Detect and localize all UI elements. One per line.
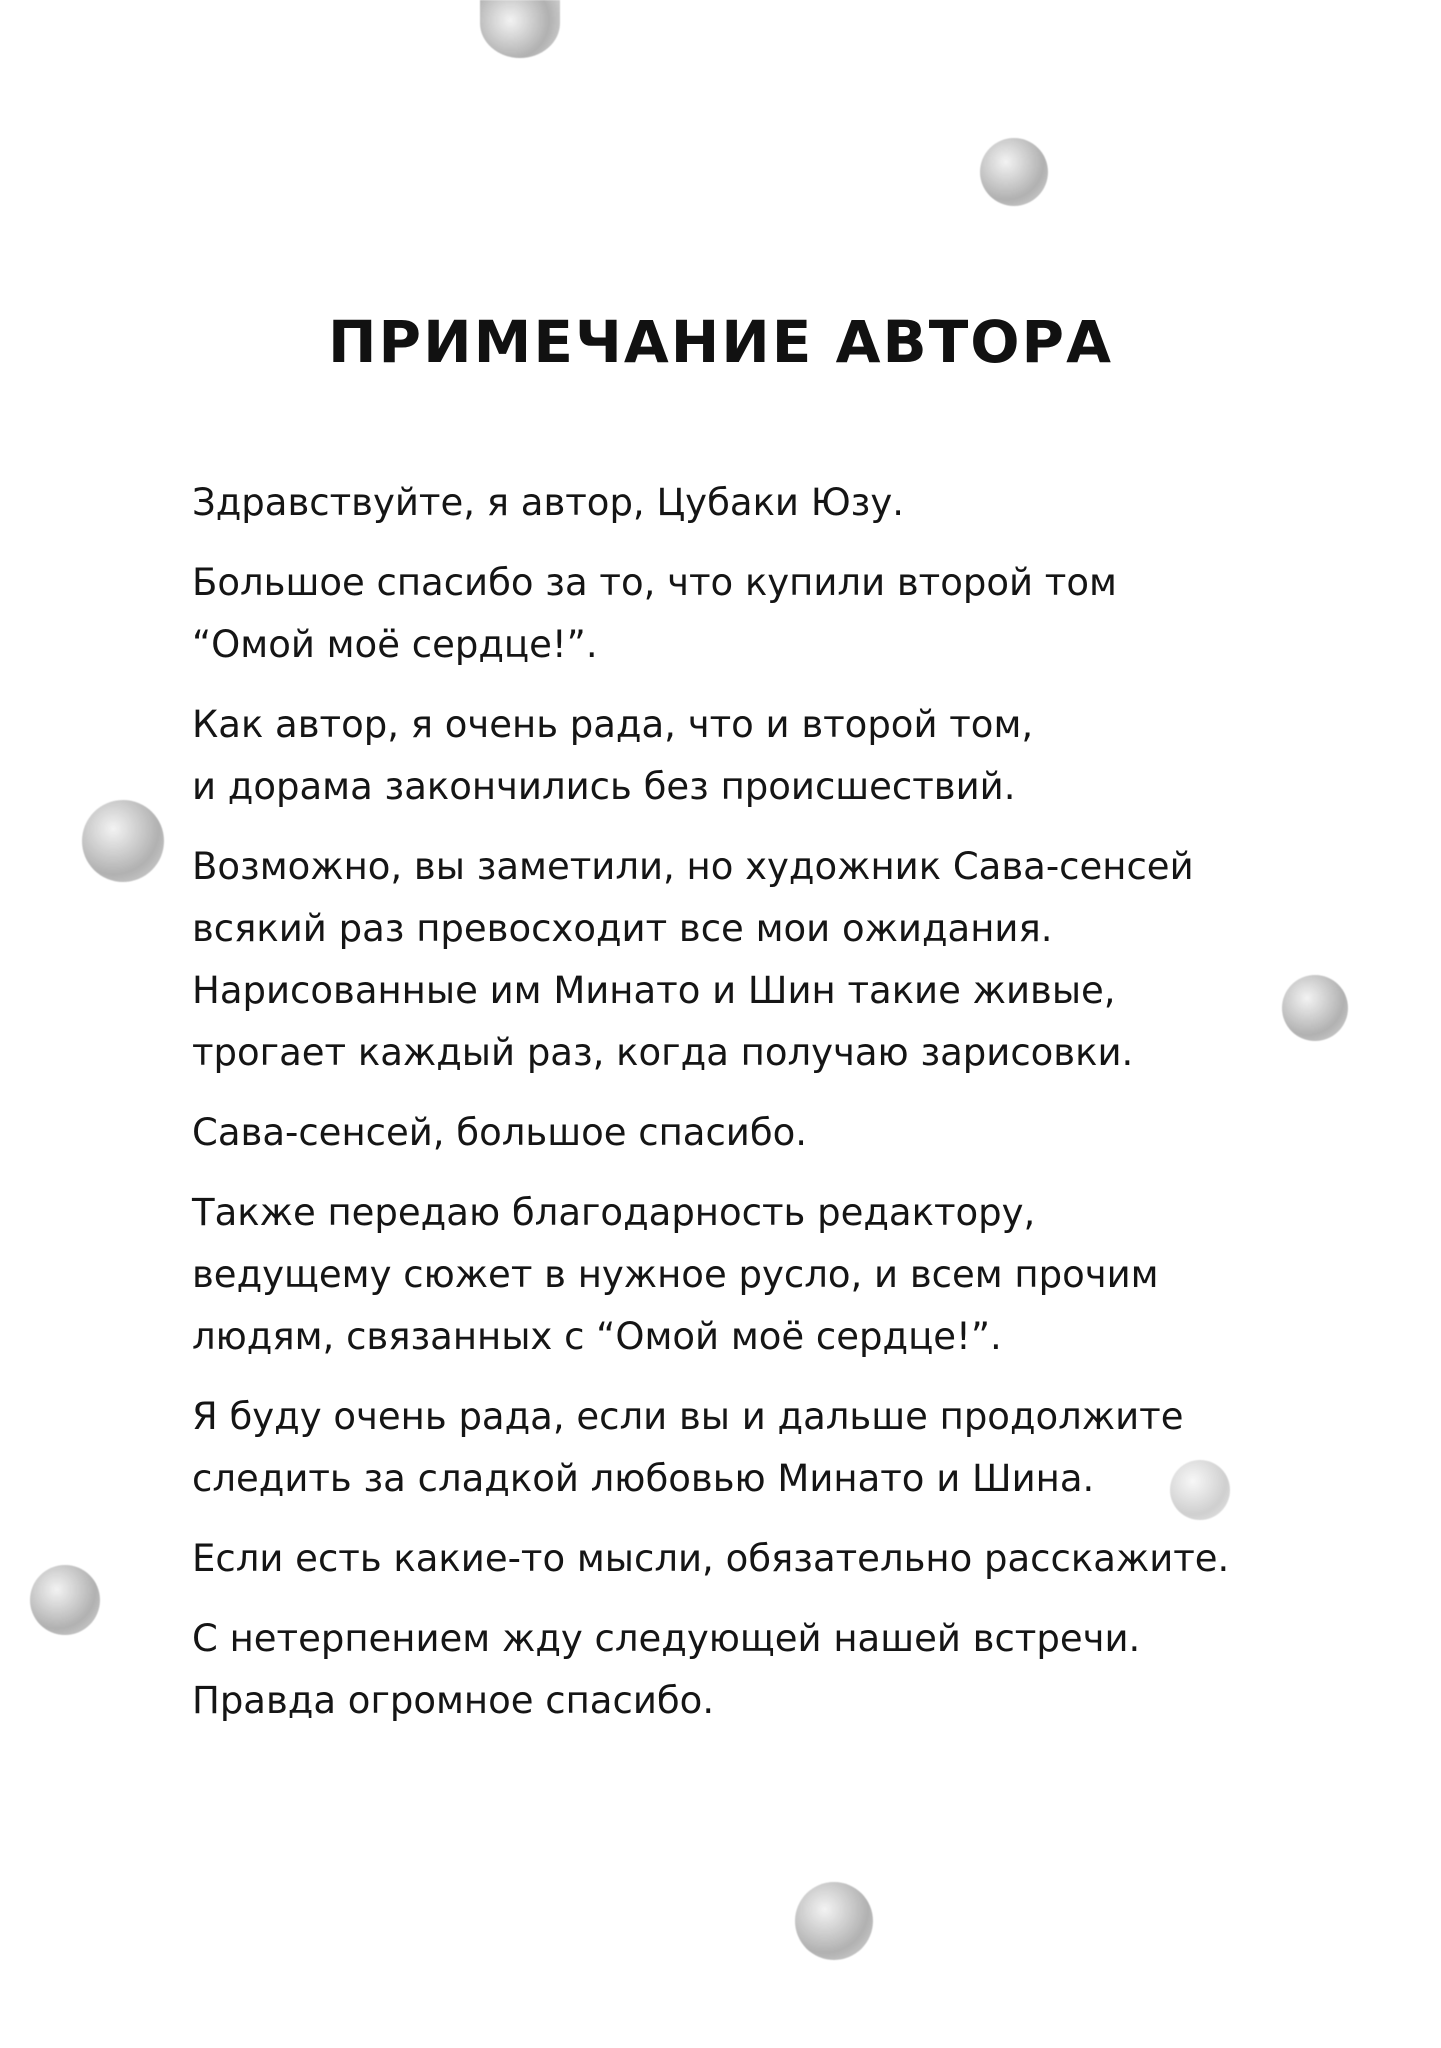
paragraph xyxy=(192,1102,1392,1164)
paragraph xyxy=(192,1182,1392,1368)
text-line: Нарисованные им Минато и Шин такие живые, xyxy=(192,969,1116,1012)
text-line: С нетерпением жду следующей нашей встречи. xyxy=(192,1617,1141,1660)
text-line: “Омой моё сердце!”. xyxy=(192,623,598,666)
text-line: Сава-сенсей, большое спасибо. xyxy=(192,1111,808,1154)
paragraph xyxy=(192,552,1392,676)
text-line: Также передаю благодарность редактору, xyxy=(192,1191,1036,1234)
text-line: трогает каждый раз, когда получаю зарисовки. xyxy=(192,1031,1134,1074)
paragraph xyxy=(192,1608,1392,1732)
text-line: Правда огромное спасибо. xyxy=(192,1679,715,1722)
decorative-dot xyxy=(980,138,1048,206)
text-line: Возможно, вы заметили, но художник Сава-сенсей xyxy=(192,845,1194,888)
text-line: и дорама закончились без происшествий. xyxy=(192,765,1016,808)
author-note-body xyxy=(192,472,1392,1750)
text-line: людям, связанных с “Омой моё сердце!”. xyxy=(192,1315,1002,1358)
paragraph xyxy=(192,694,1392,818)
text-line: ведущему сюжет в нужное русло, и всем прочим xyxy=(192,1253,1159,1296)
page-title: ПРИМЕЧАНИЕ АВТОРА xyxy=(328,308,1113,376)
paragraph xyxy=(192,472,1392,534)
paragraph xyxy=(192,1386,1392,1510)
text-line: Большое спасибо за то, что купили второй том xyxy=(192,561,1117,604)
text-line: Если есть какие-то мысли, обязательно расскажите. xyxy=(192,1537,1230,1580)
decorative-dot xyxy=(30,1565,100,1635)
text-line: Я буду очень рада, если вы и дальше продолжите xyxy=(192,1395,1184,1438)
decorative-dot xyxy=(82,800,164,882)
text-line: Как автор, я очень рада, что и второй том, xyxy=(192,703,1034,746)
decorative-dot xyxy=(795,1882,873,1960)
paragraph xyxy=(192,1528,1392,1590)
text-line: всякий раз превосходит все мои ожидания. xyxy=(192,907,1053,950)
decorative-dot xyxy=(480,0,560,58)
text-line: следить за сладкой любовью Минато и Шина. xyxy=(192,1457,1095,1500)
text-line: Здравствуйте, я автор, Цубаки Юзу. xyxy=(192,481,904,524)
paragraph xyxy=(192,836,1392,1084)
